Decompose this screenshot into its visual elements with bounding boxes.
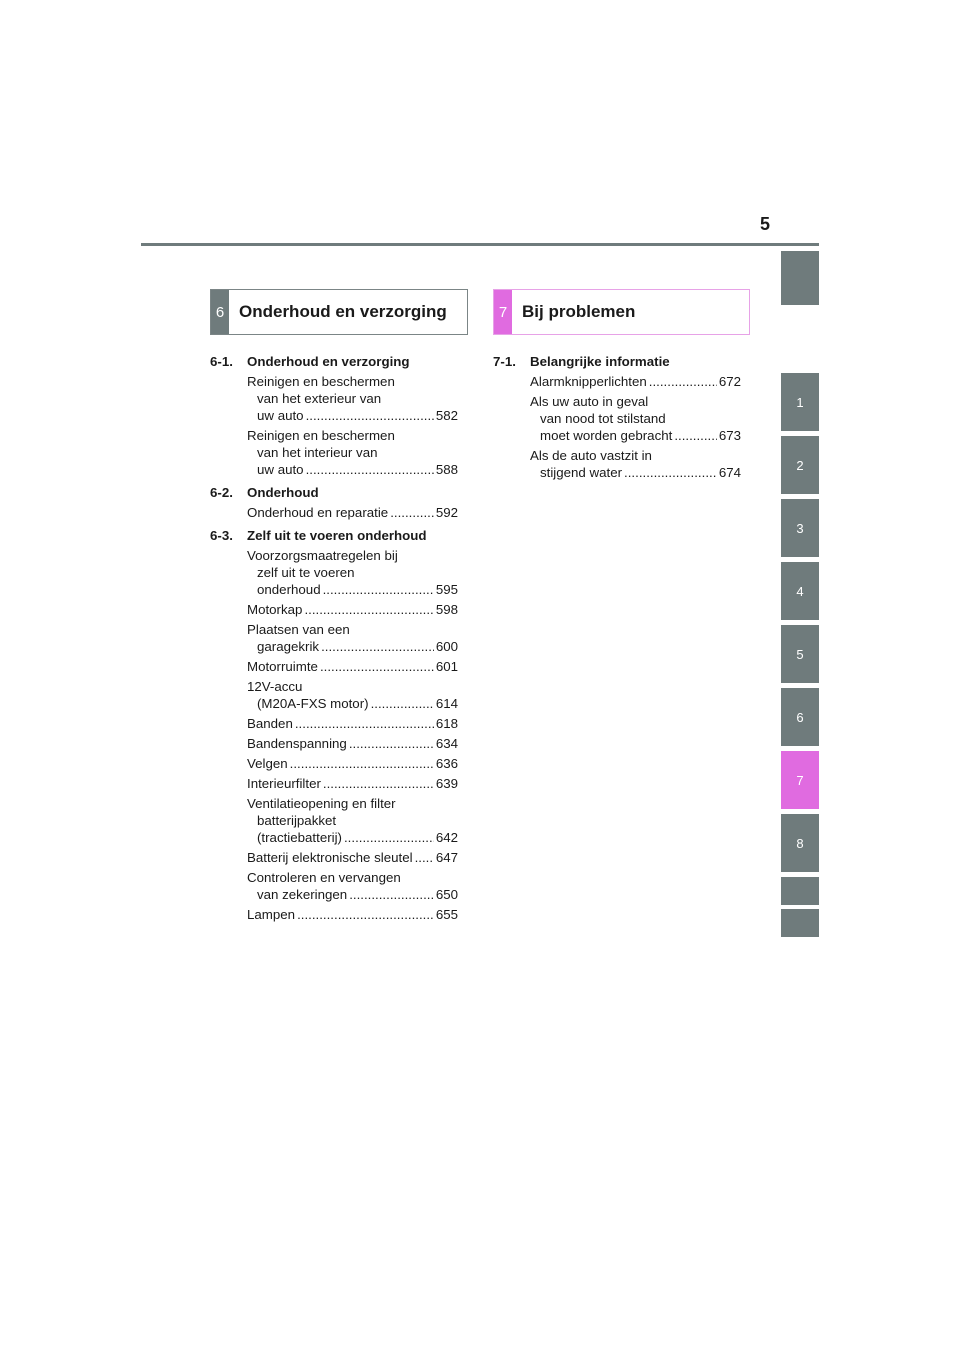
dot-leader [304,601,433,618]
toc-entry[interactable] [530,447,741,481]
toc-entry-lastline [530,464,741,481]
toc-entry[interactable] [530,373,741,390]
toc-group-number: 6-2. [210,485,233,500]
toc-page-number: 655 [435,907,458,922]
toc-entry-lastline [247,829,458,846]
toc-page-number: 598 [435,602,458,617]
toc-group [210,484,458,521]
toc-entry-text: Voorzorgsmaatregelen bij [247,548,398,563]
toc-column-6 [210,353,458,929]
toc-entry-text: (M20A-FXS motor) [257,696,369,711]
header-rule [141,243,819,246]
toc-entry-text: Lampen [247,907,296,922]
toc-entry-text: onderhoud [257,582,321,597]
toc-page-number: 639 [435,776,458,791]
chapter-tab-blank[interactable] [781,251,819,305]
toc-group-title: Belangrijke informatie [530,354,670,369]
toc-page-number: 673 [718,428,741,443]
toc-group-heading [210,527,458,544]
dot-leader [321,638,434,655]
chapter-tab-8[interactable]: 8 [781,814,819,872]
dot-leader [306,407,434,424]
dot-leader [390,504,434,521]
toc-entries [210,547,458,923]
toc-entry-lastline [247,849,458,866]
dot-leader [674,427,717,444]
dot-leader [295,715,434,732]
toc-entry-lastline [247,906,458,923]
chapter-tab-5[interactable]: 5 [781,625,819,683]
section-header-7 [493,289,750,335]
toc-page-number: 592 [435,505,458,520]
toc-entry-text: Als de auto vastzit in [530,448,652,463]
toc-entry-lastline [247,775,458,792]
toc-page-number: 618 [435,716,458,731]
dot-leader [290,755,434,772]
toc-entry-text: Interieurfilter [247,776,321,791]
toc-page-number: 601 [435,659,458,674]
toc-entry-text: Controleren en vervangen [247,870,401,885]
toc-entries [493,373,741,481]
toc-entry-text: Ventilatieopening en filter [247,796,396,811]
toc-entry-text: Plaatsen van een [247,622,350,637]
section-title: Bij problemen [522,302,636,321]
toc-entry-lastline [247,715,458,732]
toc-group-title: Onderhoud en verzorging [247,354,410,369]
section-number: 7 [494,290,512,334]
toc-group [210,353,458,478]
chapter-tab-1[interactable]: 1 [781,373,819,431]
toc-entry-lastline [247,658,458,675]
toc-entry-lastline [247,638,458,655]
toc-entry-text: Motorkap [247,602,303,617]
toc-group-heading [210,353,458,370]
dot-leader [306,461,434,478]
dot-leader [371,695,434,712]
toc-entry-text: 12V-accu [247,679,303,694]
toc-group-number: 6-3. [210,528,233,543]
toc-group [210,527,458,923]
toc-entry-lastline [247,735,458,752]
chapter-tab-6[interactable]: 6 [781,688,819,746]
section-number: 6 [211,290,229,334]
toc-entry[interactable] [247,715,458,732]
toc-page-number: 674 [718,465,741,480]
toc-entry-text: Onderhoud en reparatie [247,505,389,520]
section-title: Onderhoud en verzorging [239,302,447,321]
toc-group-title: Zelf uit te voeren onderhoud [247,528,427,543]
page-number: 5 [760,214,771,234]
toc-entry-text: Velgen [247,756,288,771]
toc-entry[interactable] [247,775,458,792]
toc-entry[interactable] [247,658,458,675]
dot-leader [349,886,434,903]
toc-entry-lastline [247,886,458,903]
toc-entry-lastline [247,581,458,598]
toc-entries [210,373,458,478]
chapter-tab-4[interactable]: 4 [781,562,819,620]
dot-leader [297,906,434,923]
toc-entry[interactable] [247,755,458,772]
toc-page-number: 595 [435,582,458,597]
toc-entry[interactable] [247,849,458,866]
chapter-tab-blank[interactable] [781,909,819,937]
dot-leader [415,849,434,866]
chapter-tab-3[interactable]: 3 [781,499,819,557]
toc-entry[interactable] [247,906,458,923]
toc-entry[interactable] [247,621,458,655]
toc-entry[interactable] [247,427,458,478]
toc-entry-lastline [247,407,458,424]
toc-entry-text: van het exterieur van [257,391,382,406]
toc-entry-lastline [247,695,458,712]
toc-group-heading [210,484,458,501]
toc-page-number: 588 [435,462,458,477]
toc-entry-lastline [247,755,458,772]
toc-entry[interactable] [530,393,741,444]
toc-page-number: 582 [435,408,458,423]
toc-entry-text: batterijpakket [257,813,337,828]
toc-entry[interactable] [247,601,458,618]
toc-page-number: 614 [435,696,458,711]
dot-leader [323,775,434,792]
toc-entry-text: stijgend water [540,465,623,480]
toc-entry-text: Banden [247,716,293,731]
toc-entry-text: uw auto [257,408,304,423]
dot-leader [344,829,434,846]
toc-column-7 [493,353,741,487]
toc-page-number: 647 [435,850,458,865]
toc-entry-text: zelf uit te voeren [257,565,355,580]
toc-page-number: 600 [435,639,458,654]
toc-entry-text: uw auto [257,462,304,477]
toc-entry-text: Als uw auto in geval [530,394,649,409]
toc-page-number: 650 [435,887,458,902]
toc-entry[interactable] [247,373,458,424]
toc-group-title: Onderhoud [247,485,319,500]
chapter-tab-blank[interactable] [781,877,819,905]
dot-leader [624,464,717,481]
dot-leader [320,658,434,675]
toc-group [493,353,741,481]
chapter-tab-2[interactable]: 2 [781,436,819,494]
toc-entry-text: van nood tot stilstand [540,411,666,426]
toc-entries [210,504,458,521]
toc-entry-text: Batterij elektronische sleutel [247,850,413,865]
dot-leader [649,373,717,390]
toc-entry[interactable] [247,504,458,521]
toc-entry[interactable] [247,547,458,598]
chapter-tab-7[interactable]: 7 [781,751,819,809]
toc-entry-lastline [247,601,458,618]
toc-entry-text: Motorruimte [247,659,318,674]
toc-entry-text: van het interieur van [257,445,378,460]
toc-entry-text: Reinigen en beschermen [247,374,395,389]
toc-entry-lastline [530,373,741,390]
toc-page-number: 672 [718,374,741,389]
toc-entry-lastline [247,504,458,521]
toc-group-heading [493,353,741,370]
toc-group-number: 6-1. [210,354,233,369]
toc-entry-text: moet worden gebracht [540,428,673,443]
toc-page-number: 634 [435,736,458,751]
toc-entry-text: Alarmknipperlichten [530,374,647,389]
toc-page-number: 636 [435,756,458,771]
toc-entry[interactable] [247,735,458,752]
toc-entry[interactable] [247,795,458,846]
toc-entry-text: garagekrik [257,639,320,654]
toc-entry[interactable] [247,678,458,712]
section-header-6 [210,289,468,335]
toc-entry-text: Reinigen en beschermen [247,428,395,443]
dot-leader [349,735,434,752]
toc-entry[interactable] [247,869,458,903]
toc-entry-lastline [530,427,741,444]
toc-entry-lastline [247,461,458,478]
toc-group-number: 7-1. [493,354,516,369]
toc-entry-text: (tractiebatterij) [257,830,342,845]
toc-page-number: 642 [435,830,458,845]
dot-leader [323,581,434,598]
toc-entry-text: Bandenspanning [247,736,347,751]
toc-entry-text: van zekeringen [257,887,348,902]
